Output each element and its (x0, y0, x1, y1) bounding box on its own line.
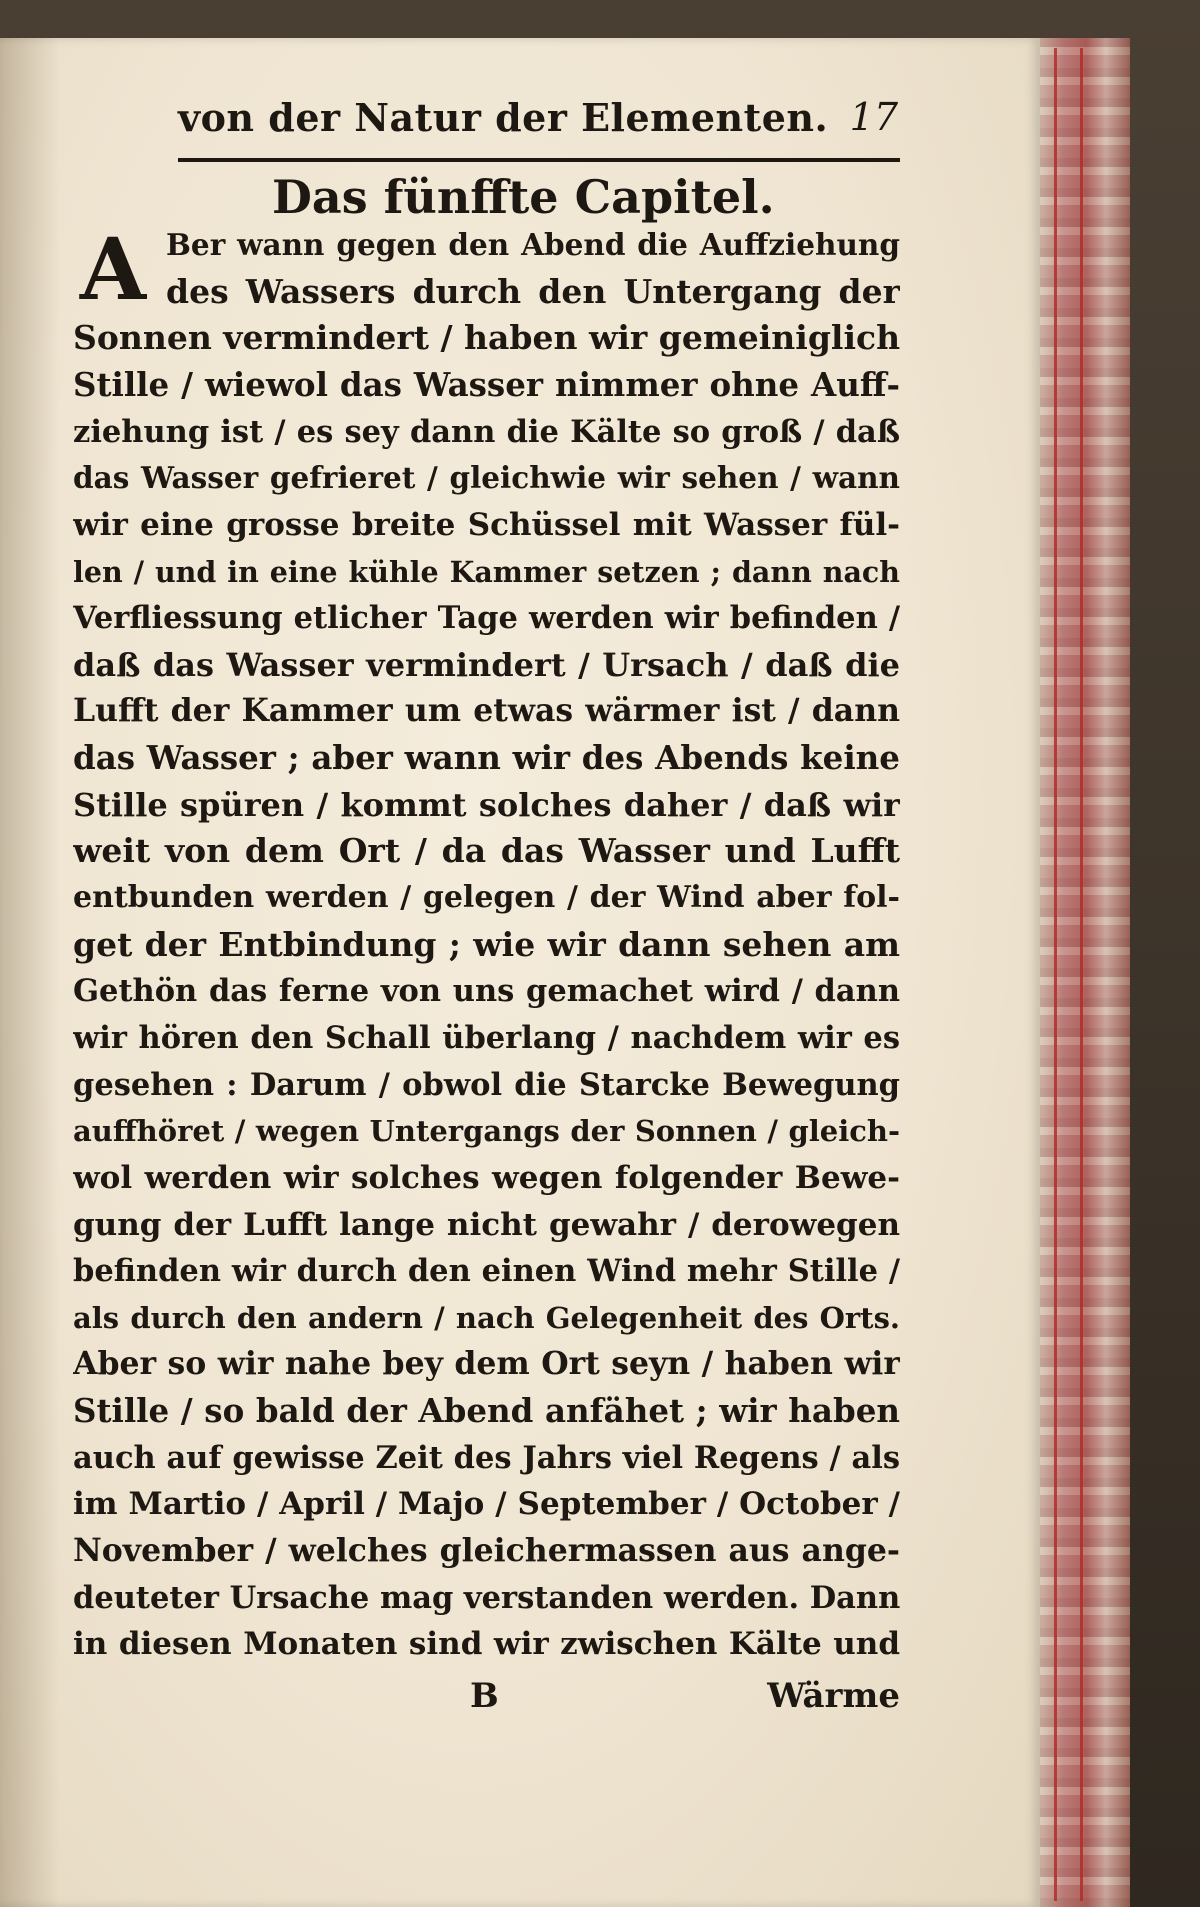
text-line: Gethön das ferne von uns gemachet wird / dann (73, 973, 900, 1010)
text-line: das Wasser gefrieret / gleichwie wir sehen / wann (73, 460, 900, 496)
text-line: get der Entbindung ; wie wir dann sehen am (73, 924, 900, 964)
text-line: in diesen Monaten sind wir zwischen Kälte und (73, 1626, 900, 1663)
text-line: Verfliessung etlicher Tage werden wir befinden / (73, 600, 900, 637)
text-line: Ber wann gegen den Abend die Auffziehung (166, 227, 900, 262)
text-line: daß das Wasser vermindert / Ursach / daß die (73, 645, 900, 684)
text-line: befinden wir durch den einen Wind mehr Stille / (73, 1253, 900, 1290)
drop-capital: A (79, 220, 147, 320)
signature-mark: B (470, 1676, 499, 1716)
page-number: 17 (849, 95, 898, 139)
text-line: Stille / wiewol das Wasser nimmer ohne Auff- (73, 364, 900, 404)
text-line: gung der Lufft lange nicht gewahr / derowegen (73, 1206, 900, 1243)
text-line: im Martio / April / Majo / September / October / (73, 1486, 900, 1523)
text-line: auffhöret / wegen Untergangs der Sonnen / gleich- (73, 1114, 900, 1149)
text-line: weit von dem Ort / da das Wasser und Lufft (73, 831, 900, 871)
catchword: Wärme (767, 1676, 900, 1716)
text-line: ziehung ist / es sey dann die Kälte so groß / daß (73, 413, 900, 450)
red-edge-line (1054, 48, 1057, 1901)
text-line: wir eine grosse breite Schüssel mit Wasser fül- (73, 506, 900, 543)
text-line: deuteter Ursache mag verstanden werden. Dann (73, 1579, 900, 1616)
text-line: das Wasser ; aber wann wir des Abends keine (73, 738, 900, 778)
text-line: wol werden wir solches wegen folgender Bewe- (73, 1159, 900, 1196)
text-line: als durch den andern / nach Gelegenheit des Orts. (73, 1300, 900, 1335)
text-line: Aber so wir nahe bey dem Ort seyn / haben wir (73, 1345, 900, 1383)
red-edge-line (1080, 48, 1083, 1901)
chapter-title: Das fünffte Capitel. (272, 170, 775, 224)
text-line: Stille spüren / kommt solches daher / daß wir (73, 785, 900, 824)
text-line: Lufft der Kammer um etwas wärmer ist / dann (73, 692, 900, 730)
text-line: entbunden werden / gelegen / der Wind aber fol- (73, 880, 900, 916)
text-line: Sonnen vermindert / haben wir gemeiniglich (73, 318, 900, 358)
text-line: gesehen : Darum / obwol die Starcke Bewegung (73, 1066, 900, 1103)
text-line: wir hören den Schall überlang / nachdem wir es (73, 1019, 900, 1056)
text-line: November / welches gleichermassen aus ange- (73, 1532, 900, 1570)
running-title: von der Natur der Elementen. (178, 95, 829, 140)
text-line: Stille / so bald der Abend anfähet ; wir haben (73, 1391, 900, 1431)
page-gutter-shadow (0, 38, 60, 1907)
text-line: len / und in eine kühle Kammer setzen ; dann nach (73, 554, 900, 589)
header-rule (178, 158, 900, 162)
text-line: auch auf gewisse Zeit des Jahrs viel Regens / als (73, 1439, 900, 1476)
page-header (178, 95, 898, 161)
text-line: des Wassers durch den Untergang der (166, 271, 900, 311)
